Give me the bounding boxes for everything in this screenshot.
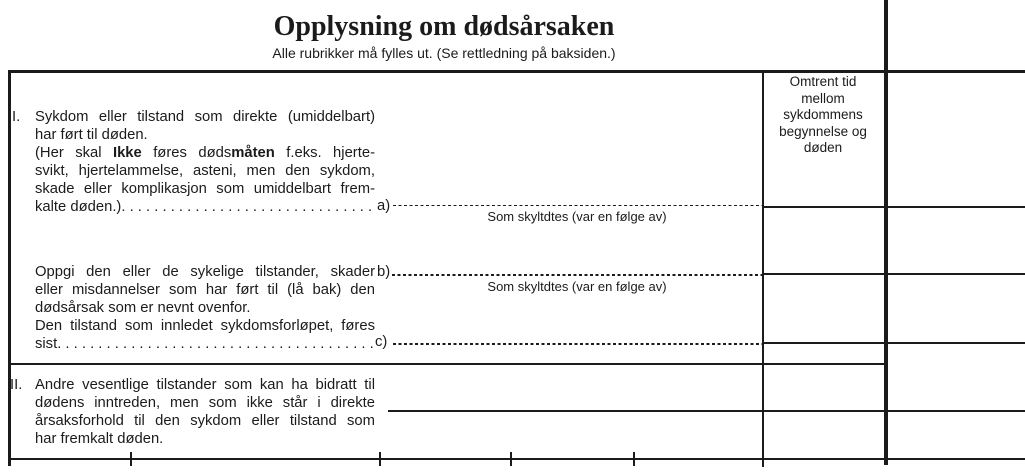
form-title: Opplysning om dødsårsaken: [273, 11, 615, 42]
thick-column-rule: [884, 0, 888, 465]
time-cell-b[interactable]: [764, 275, 883, 341]
section-ii-field-line[interactable]: [388, 410, 1025, 412]
field-a-label: a): [377, 198, 391, 214]
bottom-tick-3: [510, 452, 512, 466]
section-ii-number: II.: [10, 377, 23, 393]
para1-line3-pre: (Her skal: [35, 145, 113, 161]
field-b-caption: Som skyltdtes (var en følge av): [487, 279, 667, 294]
form-border-top: [8, 70, 1025, 73]
para1-line: skade eller komplikasjon som umiddelbart frem-: [35, 181, 375, 197]
time-header-line: mellom: [801, 90, 845, 106]
right-cell-b[interactable]: [889, 275, 1025, 341]
para1-line3-bold-ikke: Ikke: [112, 145, 142, 161]
para2-line: eller misdannelser som har ført til (lå bak) den: [35, 282, 375, 298]
time-column-header: [763, 74, 883, 157]
section-ii-line: har fremkalt døden.: [35, 431, 164, 447]
para1-line: [35, 144, 375, 162]
time-cell-mid[interactable]: [764, 366, 883, 409]
form-border-left: [8, 70, 11, 466]
time-cell-c[interactable]: [764, 344, 883, 362]
right-cell-a[interactable]: [889, 208, 1025, 272]
time-header-line: begynnelse og: [779, 123, 867, 139]
field-b-line[interactable]: [392, 274, 762, 276]
right-cell-top[interactable]: [889, 73, 1025, 205]
para1-line: svikt, hjertelammelse, asteni, men den sykdom,: [35, 163, 375, 179]
para1-line3-bold-maten: måten: [231, 145, 275, 161]
para1-line3-mid: føres døds: [141, 145, 232, 161]
section-i-number: I.: [12, 109, 21, 125]
bottom-tick-4: [633, 452, 635, 466]
time-header-line: Omtrent tid: [789, 74, 857, 89]
right-cell-ii[interactable]: [889, 413, 1025, 457]
section-i-para1: [35, 108, 375, 216]
section-ii-text: [35, 376, 375, 448]
section-ii-line: Andre vesentlige tilstander som kan ha bidratt til: [35, 377, 375, 393]
time-header-line: sykdommens: [783, 107, 863, 122]
section-ii-line: dødens inntreden, men som ikke står i direkte: [35, 395, 375, 411]
field-a-line[interactable]: [393, 205, 762, 207]
para1-line: Sykdom eller tilstand som direkte (umiddelbart): [35, 109, 375, 125]
field-b-label: b): [377, 264, 391, 280]
para2-line-leader: sist. . . . . . . . . . . . . . . . . . . . . . . . . . . . . . . . . . . . . . .: [35, 336, 374, 352]
time-cell-ii[interactable]: [764, 413, 883, 457]
section-i-para2: [35, 263, 375, 353]
form-border-bottom: [8, 458, 1025, 460]
field-c-line[interactable]: [393, 343, 762, 345]
para1-line: har ført til døden.: [35, 127, 148, 143]
para1-line-leader: kalte døden.). . . . . . . . . . . . . . . . . . . . . . . . . . . . . . .: [35, 199, 373, 215]
time-cell-a[interactable]: [764, 208, 883, 272]
form-header: [0, 10, 888, 62]
para2-line: Oppgi den eller de sykelige tilstander, skader: [35, 264, 375, 280]
section-ii-separator-rule: [8, 363, 887, 365]
para2-line: Den tilstand som innledet sykdomsforløpet, føres: [35, 318, 375, 334]
para1-line3-post: f.eks. hjerte-: [274, 145, 375, 161]
form-subtitle: Alle rubrikker må fylles ut. (Se rettledning på baksiden.): [272, 45, 616, 61]
field-c-label: c): [375, 334, 388, 350]
right-cell-c[interactable]: [889, 344, 1025, 409]
section-ii-line: årsaksforhold til den sykdom eller tilstand som: [35, 413, 375, 429]
bottom-tick-2: [379, 452, 381, 466]
field-a-caption: Som skyltdtes (var en følge av): [487, 209, 667, 224]
time-header-line: døden: [803, 140, 843, 155]
para2-line: dødsårsak som er nevnt ovenfor.: [35, 300, 251, 316]
bottom-tick-1: [130, 452, 132, 466]
